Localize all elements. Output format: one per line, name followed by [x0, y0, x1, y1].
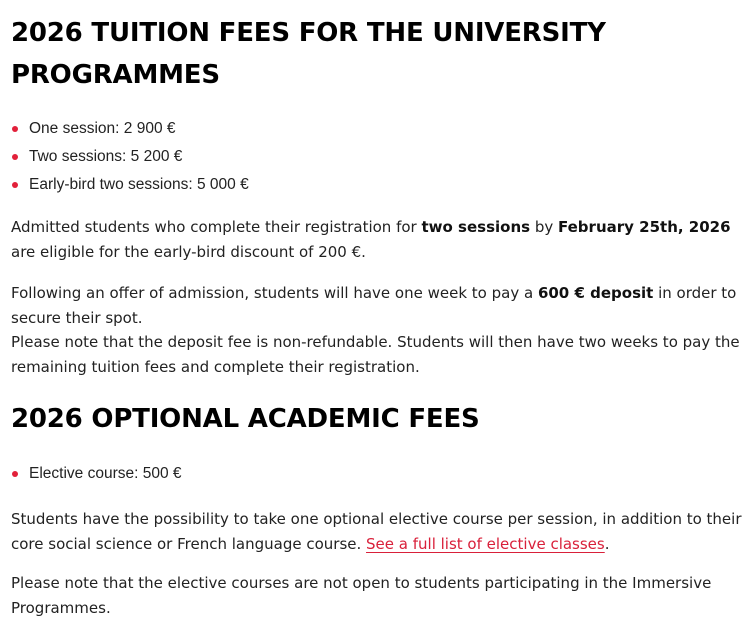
deposit-text: in order to secure their spot.: [11, 284, 737, 327]
two-sessions-emphasis: two sessions: [421, 218, 531, 236]
deposit-text: Following an offer of admission, students will have one week to pay a: [11, 284, 538, 302]
list-item: [11, 143, 751, 171]
elective-classes-link[interactable]: See a full list of elective classes: [366, 534, 605, 553]
list-item: [11, 115, 751, 143]
fee-label: Two sessions: 5 200 €: [29, 148, 183, 165]
elective-text: Students have the possibility to take one optional elective course per session, in addition to their core social science or French language course.: [11, 510, 742, 553]
early-bird-text: by: [530, 218, 558, 236]
fee-label: Elective course: 500 €: [29, 465, 182, 482]
optional-fees-list: [11, 460, 751, 488]
deadline-emphasis: February 25th, 2026: [558, 218, 731, 236]
bullet-dot-icon: [12, 154, 18, 160]
optional-fees-heading: 2026 OPTIONAL ACADEMIC FEES: [11, 404, 480, 434]
bullet-dot-icon: [12, 182, 18, 188]
deposit-paragraph: [11, 281, 751, 379]
tuition-fees-heading: 2026 TUITION FEES FOR THE UNIVERSITY PROGRAMMES: [11, 18, 606, 90]
fee-label: Early-bird two sessions: 5 000 €: [29, 176, 249, 193]
elective-text: .: [604, 534, 610, 553]
fees-content: [11, 12, 751, 620]
bullet-dot-icon: [12, 471, 18, 477]
deposit-amount-emphasis: 600 € deposit: [537, 284, 654, 302]
early-bird-text: Admitted students who complete their registration for: [11, 218, 422, 236]
list-item: [11, 171, 751, 199]
tuition-fees-list: [11, 115, 751, 199]
elective-paragraph: [11, 507, 751, 556]
immersive-note-paragraph: Please note that the elective courses are not open to students participating in the Immersive Programmes.: [11, 574, 712, 617]
bullet-dot-icon: [12, 126, 18, 132]
deposit-refund-note: Please note that the deposit fee is non-refundable. Students will then have two weeks to pay the remaining tuition fees and complete their registration.: [11, 333, 740, 376]
early-bird-paragraph: [11, 215, 751, 264]
fee-label: One session: 2 900 €: [29, 120, 176, 137]
early-bird-text: are eligible for the early-bird discount of 200 €.: [11, 242, 366, 261]
list-item: [11, 460, 751, 488]
